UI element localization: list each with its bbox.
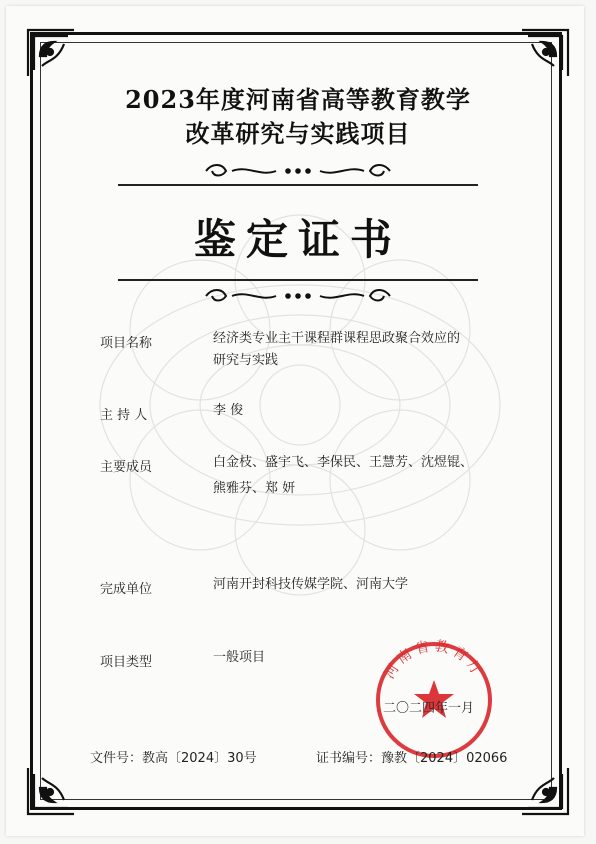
title-line-2: 改革研究与实践项目 [185, 119, 411, 148]
certificate-number: 证书编号：豫教〔2024〕02066 [316, 751, 508, 766]
project-name-line-2: 研究与实践 [213, 353, 279, 368]
host-label: 主 持 人 [100, 408, 148, 423]
corner-ornament-icon [24, 26, 78, 80]
corner-ornament-icon [518, 26, 572, 80]
corner-ornament-icon [24, 764, 78, 818]
project-name-label: 项目名称 [100, 336, 153, 351]
certificate-title: 鉴定证书 [193, 215, 402, 264]
project-name-line-1: 经济类专业主干课程群课程思政聚合效应的 [213, 331, 461, 346]
unit-label: 完成单位 [100, 582, 153, 597]
scroll-ornament-icon [198, 285, 398, 307]
corner-ornament-icon [518, 764, 572, 818]
title-line-1: 2023年度河南省高等教育教学 [125, 85, 471, 114]
members-line-1: 白金枝、盛宇飞、李保民、王慧芳、沈煜锟、 [213, 455, 474, 470]
host-value: 李 俊 [213, 403, 244, 418]
unit-value: 河南开封科技传媒学院、河南大学 [213, 577, 409, 592]
type-value: 一般项目 [213, 650, 266, 665]
divider [118, 184, 478, 186]
members-label: 主要成员 [100, 460, 153, 475]
scroll-ornament-icon [198, 160, 398, 182]
members-line-2: 熊雅芬、郑 妍 [213, 481, 296, 496]
document-number: 文件号：教高〔2024〕30号 [90, 751, 257, 766]
issue-date: 二〇二四年一月 [383, 701, 475, 716]
divider [118, 279, 478, 281]
seal-text: 河南省教育厅 [381, 638, 487, 682]
type-label: 项目类型 [100, 655, 153, 670]
